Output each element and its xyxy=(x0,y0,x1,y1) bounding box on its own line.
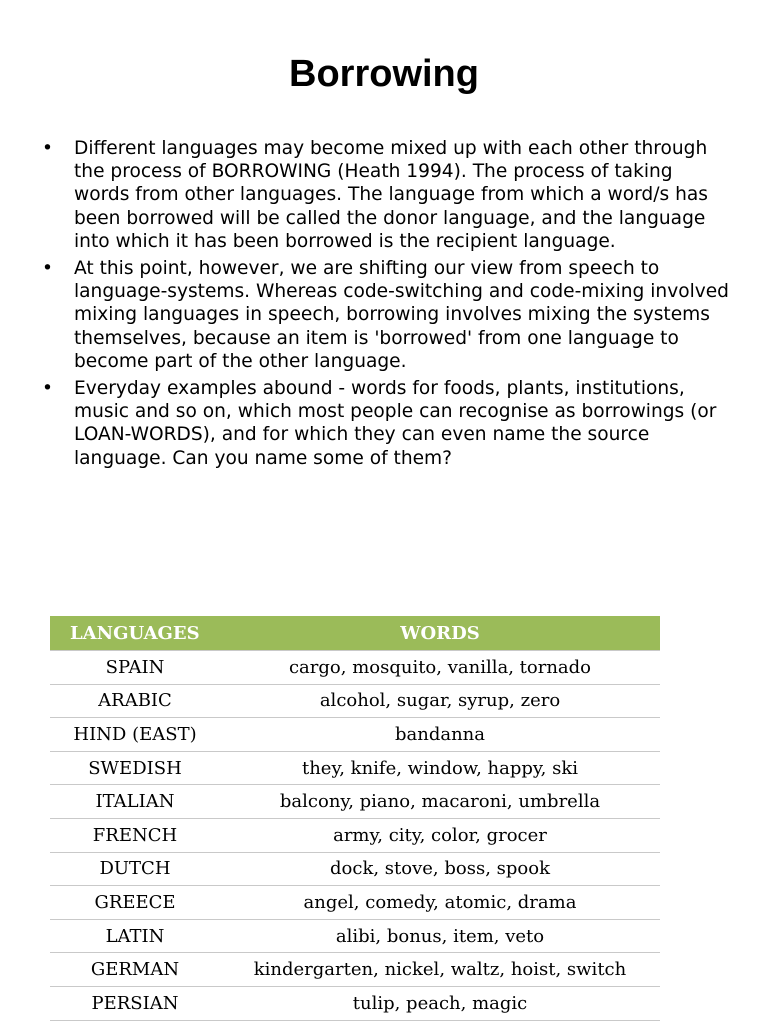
language-cell: GREECE xyxy=(50,886,220,920)
words-cell: balcony, piano, macaroni, umbrella xyxy=(220,785,660,819)
header-words: WORDS xyxy=(220,616,660,651)
bullet-dot-icon: • xyxy=(42,378,53,400)
bullet-list xyxy=(30,137,730,474)
words-cell: army, city, color, grocer xyxy=(220,818,660,852)
language-cell: ITALIAN xyxy=(50,785,220,819)
bullet-text: Everyday examples abound - words for foods, plants, institutions, music and so on, which most people can recognise as borrowings (or LOAN-WORDS), and for which they can even name the source language. Can you name some of them? xyxy=(74,378,717,469)
table-row xyxy=(50,886,660,920)
words-cell: bandanna xyxy=(220,718,660,752)
table-row xyxy=(50,684,660,718)
words-cell: tulip, peach, magic xyxy=(220,986,660,1020)
bullet-dot-icon: • xyxy=(42,258,53,280)
table-row xyxy=(50,953,660,987)
table-row xyxy=(50,651,660,685)
words-cell: dock, stove, boss, spook xyxy=(220,852,660,886)
loanword-table xyxy=(50,616,660,1021)
bullet-text: At this point, however, we are shifting our view from speech to language-systems. Whereas code-switching and code-mixing involved mixing languages in speech, borrowing involves mixing the systems themselves, because an item is 'borrowed' from one language to become part of the other language. xyxy=(74,258,729,372)
table-row xyxy=(50,919,660,953)
language-cell: ARABIC xyxy=(50,684,220,718)
bullet-item xyxy=(30,257,730,373)
table-header-row xyxy=(50,616,660,651)
language-cell: PERSIAN xyxy=(50,986,220,1020)
language-cell: FRENCH xyxy=(50,818,220,852)
words-cell: alibi, bonus, item, veto xyxy=(220,919,660,953)
language-cell: HIND (EAST) xyxy=(50,718,220,752)
table-row xyxy=(50,818,660,852)
table-row xyxy=(50,986,660,1020)
language-cell: GERMAN xyxy=(50,953,220,987)
table-row xyxy=(50,785,660,819)
loanword-table-container xyxy=(50,616,660,1021)
table-row xyxy=(50,751,660,785)
words-cell: cargo, mosquito, vanilla, tornado xyxy=(220,651,660,685)
words-cell: kindergarten, nickel, waltz, hoist, switch xyxy=(220,953,660,987)
words-cell: angel, comedy, atomic, drama xyxy=(220,886,660,920)
words-cell: they, knife, window, happy, ski xyxy=(220,751,660,785)
bullet-dot-icon: • xyxy=(42,138,53,159)
table-row xyxy=(50,852,660,886)
language-cell: DUTCH xyxy=(50,852,220,886)
bullet-item xyxy=(30,137,730,253)
language-cell: LATIN xyxy=(50,919,220,953)
bullet-item xyxy=(30,377,730,470)
slide-title: Borrowing xyxy=(289,53,479,95)
language-cell: SWEDISH xyxy=(50,751,220,785)
table-row xyxy=(50,718,660,752)
language-cell: SPAIN xyxy=(50,651,220,685)
bullet-text: Different languages may become mixed up with each other through the process of BORROWING (Heath 1994). The process of taking words from other languages. The language from which a word/s has been borrowed will be called the donor language, and the language into which it has been borrowed is the recipient language. xyxy=(74,138,708,252)
header-languages: LANGUAGES xyxy=(50,616,220,651)
words-cell: alcohol, sugar, syrup, zero xyxy=(220,684,660,718)
